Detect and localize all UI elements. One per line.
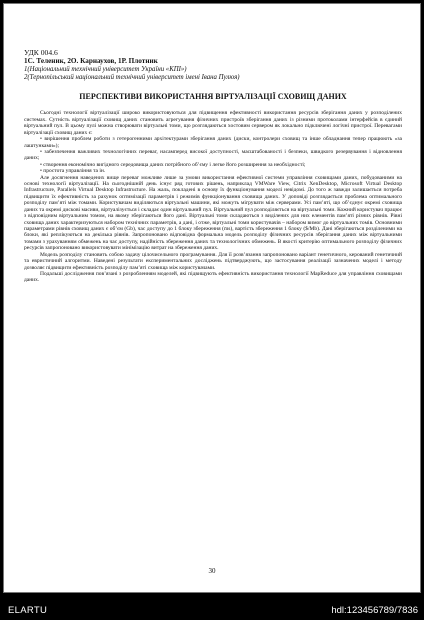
paragraph-3: Модель розподілу становить собою задачу цілочисельного програмування. Для її розв’язання запропоновано варіант генетичного, керований генетичний та евристичний алгоритми. Наведені результати експериментальних досліджень підтверджують, що застосування реалізації зазначених моделі і методу дозволяє підвищити ефективність розподілу пам’яті сховища між користувачами. [24,251,402,271]
document-page [3,3,421,593]
authors-line: 1С. Теленик, 2О. Карнаухов, 1Р. Плотник [24,57,158,65]
viewer-footer [0,600,424,620]
paper-content [24,48,402,284]
paragraph-1: Сьогодні технології віртуалізації широко використовуються для підвищення ефективності використання ресурсів зберігання даних у розподілених системах. Сутність віртуалізації сховищ даних становить агрегування фізичних пристроїв зберігання даних із різними протоколами інтерфейсів в єдиний віртуальний пул. В цьому пулі можна створювати віртуальні томи, що розглядаються хостовим сервером як локально підключені логічні пристрої. Перевагами віртуалізації сховищ даних є: [24,110,402,136]
paper-title: ПЕРСПЕКТИВИ ВИКОРИСТАННЯ ВІРТУАЛІЗАЦІЇ СХОВИЩ ДАНИХ [79,91,347,101]
handle-identifier: hdl:123456789/7836 [331,605,418,616]
udk-code: УДК 004.6 [24,48,58,57]
paragraph-2: Але досягнення наведених вище переваг можливе лише за умови використання ефективної системи управління сховищами даних, побудованими на основі технології віртуалізації. На сьогоднішній день існує ряд готових рішень, наприклад VMWare View, Citrix XenDesktop, Microsoft Virtual Desktop Infrastructure, Parallels Virtual Desktop Infrastructure. На жаль, покладені в основу їх функціонування моделі невідомі. До того ж завжди залишається потреба підвищити їх ефективність за рахунок оптимізації параметрів і режимів функціонування сховища даних. У доповіді розглядається проблема оптимального розподілу пам’яті між томами. Користувачам виділяються віртуальні машини, які можуть мігрувати між серверами. Усі пам’яті, що об’єднує окремі сховища даних та окремі дискові масиви, віртуалізується і складає один віртуальний пул. Віртуальний пул розподіляється на віртуальні томи. Кожний користувач працює з відповідним віртуальним томом, на якому зберігаються його дані. Віртуальні томи складаються з виділених для них елементів пам’яті різних рівнів. Рівні сховища даних характеризуються набором технічних параметрів, а дані, і отже, віртуальні томи користувачів – набором вимог до віртуальних томів. Основними параметрами рівнів сховищ даних є об’єм (Gb), час доступу до 1 блоку збереження (ms), вартість збереження 1 блоку ($/Mb). Дані зберігаються розділеними на блоки, які реплікуються на декілька рівнів. Запропоновано відповідна формальна модель розподілу фізичних ресурсів зберігання даних між віртуальними томами з урахуванням обмежень на час доступу, надійність збереження даних та технологічних обмежень. В якості критерію оптимального розподілу фізичних ресурсів запропоновано використовувати мінімізацію витрат на збереження даних. [24,174,402,252]
bullet-1: • вирішення проблем роботи з гетерогенними архітектурами зберігання даних (диски, контролери сховищ та інше обладнання тепер працюють «за лаштунками»); [24,136,402,149]
bullet-2: • забезпечення важливих технологічних переваг, насамперед високої доступності, масштабованості і безпеки, швидкого резервування і відновлення даних; [24,148,402,162]
page-number: 30 [208,567,216,575]
paragraph-4: Подальші дослідження пов’язані з розробленням моделей, які підвищують ефективність використання технології MapReduce для управління сховищами даних. [24,270,402,284]
bullet-3: • створення економічно вигідного середовища даних потрібного об’єму і легке його розширення за необхідності; [40,161,306,168]
affiliation-1: 1(Національний технічний університет України «КПІ») [24,66,187,73]
repository-name: ELARTU [8,605,48,616]
affiliation-2: 2(Тернопільський національний технічний університет імені Івана Пулюя) [24,74,240,82]
bullet-4: • простота управління та ін. [40,168,106,175]
